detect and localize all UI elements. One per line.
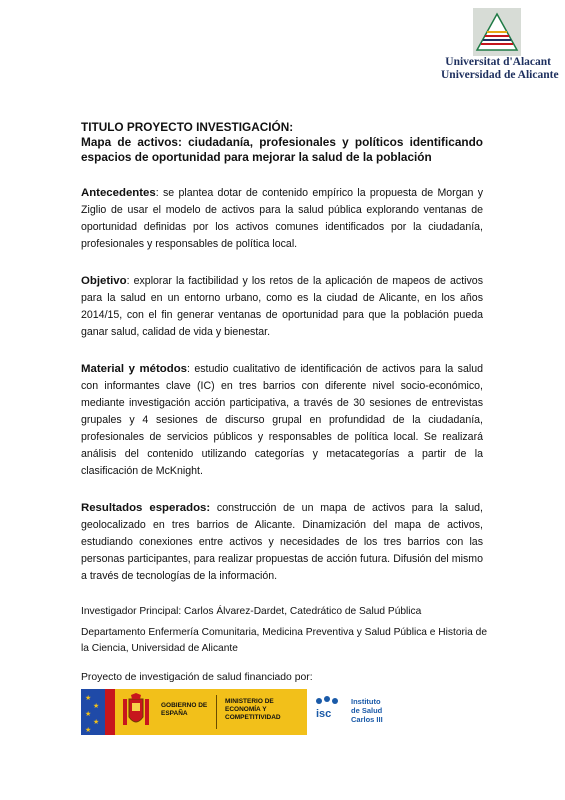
project-title: Mapa de activos: ciudadanía, profesionales y políticos identificando espacios de oportunidad para mejorar la salud de la población: [81, 135, 483, 164]
university-logo: [441, 8, 559, 82]
spain-coat-of-arms-icon: [121, 693, 151, 731]
section-resultados: [81, 500, 483, 585]
section-antecedentes: [81, 185, 483, 253]
section-text: construcción de un mapa de activos para la salud, geolocalizado en tres barrios de Alicante. Dinamización del mapa de activos, estudiando conexiones entre activos y necesidades de los tres barrios con las personas participantes, para realizar propuestas de acción futura. Difusión del mismo a través de tecnologías de la información.: [81, 502, 483, 582]
isciii-emblem-icon: [313, 695, 343, 719]
principal-investigator: Investigador Principal: Carlos Álvarez-Dardet, Catedrático de Salud Pública: [81, 606, 422, 617]
ministerio-label: MINISTERIO DE ECONOMÍA Y COMPETITIVIDAD: [225, 698, 281, 721]
gobierno-espana-label: GOBIERNO DE ESPAÑA: [161, 702, 208, 717]
banner-divider: [216, 695, 217, 729]
eu-flag-icon: ★ ★ ★ ★ ★: [81, 689, 115, 735]
footer-credits: [81, 604, 491, 657]
section-heading: Material y métodos: [81, 363, 188, 375]
university-name-spanish: Universidad de Alicante: [441, 69, 559, 81]
department: Departamento Enfermería Comunitaria, Medicina Preventiva y Salud Pública e Historia de la Ciencia, Universidad de Alicante: [81, 627, 487, 654]
instituto-line: Carlos III: [351, 715, 383, 724]
instituto-line: Instituto: [351, 697, 381, 706]
instituto-name: [351, 697, 383, 724]
funders-banner: [81, 689, 424, 735]
section-text: : estudio cualitativo de identificación de activos para la salud con informantes clave (IC) en tres barrios con diferente nivel socio-económico, mediante investigación acción participativa, a través de 30 sesiones de entrevistas grupales y 4 sesiones de discurso grupal en profundidad de la ciudadanía, profesionales de servicios públicos y responsables de política local. Se realizará análisis del contenido utilizando categorías y metacategorías a partir de la clasificación de McKnight.: [81, 363, 483, 477]
section-text: : se plantea dotar de contenido empírico la propuesta de Morgan y Ziglio de usar el modelo de activos para la salud pública explorando ventanas de oportunidad definidas por los activos comunes identificados por la ciudadanía, profesionales y responsables de política local.: [81, 187, 483, 250]
section-heading: Antecedentes: [81, 187, 156, 199]
university-name-valencian: Universitat d'Alacant: [445, 56, 551, 68]
title-label: TITULO PROYECTO INVESTIGACIÓN:: [81, 120, 294, 134]
section-objetivo: [81, 273, 483, 341]
section-heading: Resultados esperados:: [81, 502, 211, 514]
university-emblem-icon: [473, 8, 521, 56]
section-text: : explorar la factibilidad y los retos de la aplicación de mapeos de activos para la salud en un entorno urbano, como es la ciudad de Alicante, en los años 2014/15, con el fin generar ventanas de oportunidad para que la población pueda ganar salud, calidad de vida y bienestar.: [81, 275, 483, 338]
section-heading: Objetivo: [81, 275, 127, 287]
instituto-line: de Salud: [351, 706, 383, 715]
document-body: [81, 120, 483, 585]
section-material-metodos: [81, 361, 483, 480]
funded-by-label: Proyecto de investigación de salud financiado por:: [81, 672, 313, 683]
isciii-logo: [307, 689, 424, 735]
isc-mark: isc: [316, 708, 332, 719]
